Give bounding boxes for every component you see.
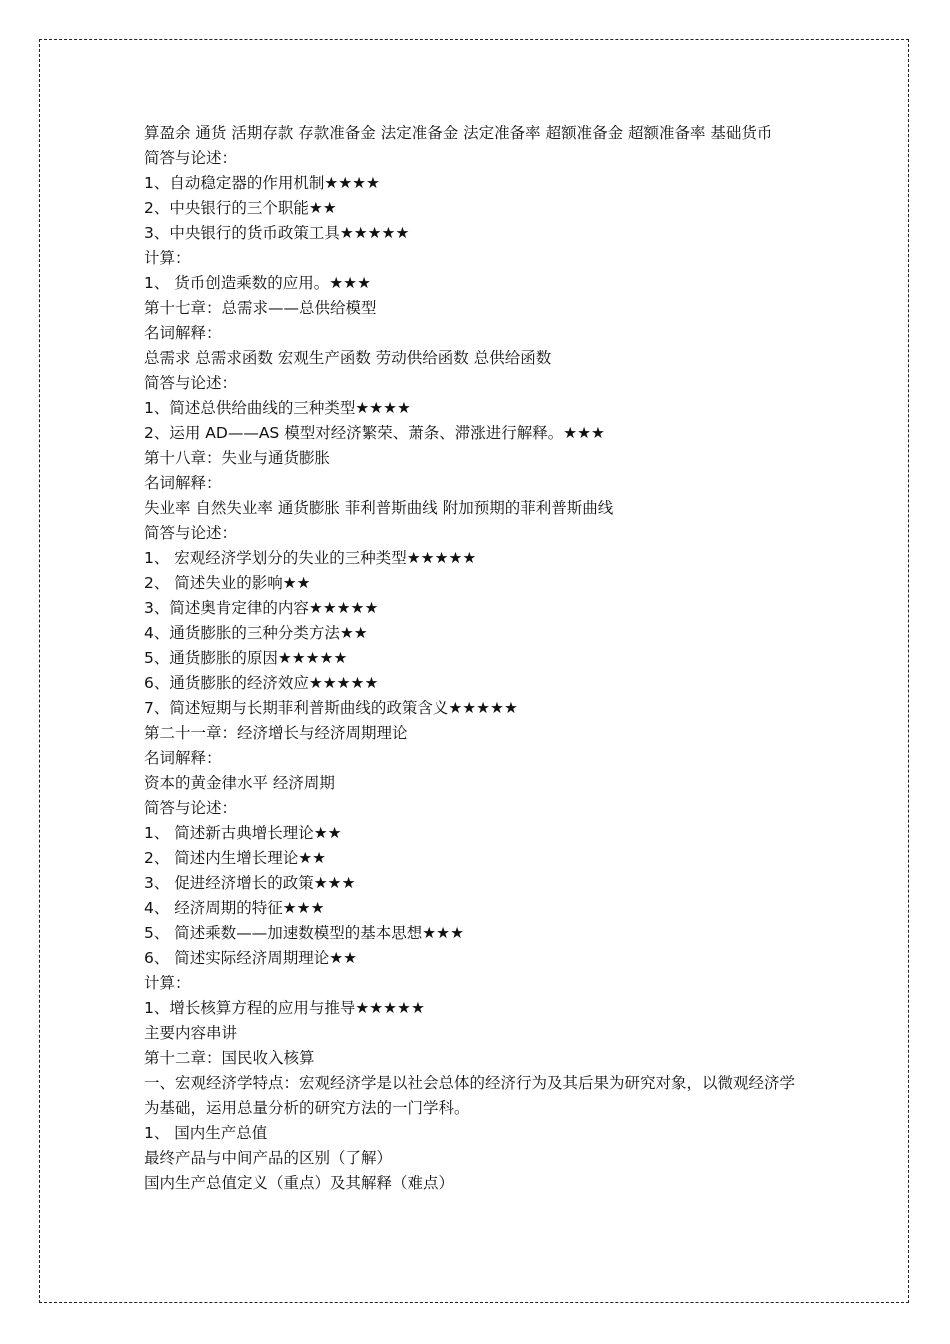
list-item: 2、中央银行的三个职能★★ (144, 199, 337, 217)
list-item: 5、通货膨胀的原因★★★★★ (144, 649, 348, 667)
list-item: 4、 经济周期的特征★★★ (144, 899, 325, 917)
section-heading: 简答与论述： (144, 374, 238, 392)
list-item: 1、自动稳定器的作用机制★★★★ (144, 174, 380, 192)
list-item: 2、 简述内生增长理论★★ (144, 849, 327, 867)
list-item: 1、 宏观经济学划分的失业的三种类型★★★★★ (144, 549, 477, 567)
list-item: 3、简述奥肯定律的内容★★★★★ (144, 599, 379, 617)
list-item: 5、 简述乘数——加速数模型的基本思想★★★ (144, 924, 464, 942)
text-line: 一、宏观经济学特点：宏观经济学是以社会总体的经济行为及其后果为研究对象，以微观经济学为基础，运用总量分析的研究方法的一门学科。 (144, 1074, 796, 1117)
section-heading: 计算： (144, 249, 191, 267)
section-heading: 主要内容串讲 (144, 1024, 238, 1042)
section-heading: 名词解释： (144, 324, 222, 342)
list-item: 1、增长核算方程的应用与推导★★★★★ (144, 999, 425, 1017)
text-line: 失业率 自然失业率 通货膨胀 菲利普斯曲线 附加预期的菲利普斯曲线 (144, 499, 614, 517)
list-item: 1、简述总供给曲线的三种类型★★★★ (144, 399, 411, 417)
list-item: 2、 简述失业的影响★★ (144, 574, 311, 592)
chapter-heading: 第十二章：国民收入核算 (144, 1049, 315, 1067)
text-line: 国内生产总值定义（重点）及其解释（难点） (144, 1174, 455, 1192)
list-item: 2、运用 AD——AS 模型对经济繁荣、萧条、滞涨进行解释。★★★ (144, 424, 605, 442)
text-line: 最终产品与中间产品的区别（了解） (144, 1149, 393, 1167)
list-item: 4、通货膨胀的三种分类方法★★ (144, 624, 368, 642)
section-heading: 简答与论述： (144, 149, 238, 167)
section-heading: 名词解释： (144, 474, 222, 492)
list-item: 3、中央银行的货币政策工具★★★★★ (144, 224, 410, 242)
text-line: 资本的黄金律水平 经济周期 (144, 774, 335, 792)
document-body (144, 121, 809, 1196)
section-heading: 简答与论述： (144, 799, 238, 817)
list-item: 1、 国内生产总值 (144, 1124, 268, 1142)
chapter-heading: 第二十一章：经济增长与经济周期理论 (144, 724, 408, 742)
section-heading: 名词解释： (144, 749, 222, 767)
section-heading: 计算： (144, 974, 191, 992)
list-item: 6、通货膨胀的经济效应★★★★★ (144, 674, 379, 692)
text-line: 总需求 总需求函数 宏观生产函数 劳动供给函数 总供给函数 (144, 349, 552, 367)
chapter-heading: 第十七章：总需求——总供给模型 (144, 299, 377, 317)
list-item: 6、 简述实际经济周期理论★★ (144, 949, 358, 967)
list-item: 7、简述短期与长期菲利普斯曲线的政策含义★★★★★ (144, 699, 518, 717)
list-item: 1、 简述新古典增长理论★★ (144, 824, 342, 842)
chapter-heading: 第十八章：失业与通货膨胀 (144, 449, 331, 467)
text-line: 算盈余 通货 活期存款 存款准备金 法定准备金 法定准备率 超额准备金 超额准备率 基础货币 (144, 124, 773, 142)
list-item: 1、 货币创造乘数的应用。★★★ (144, 274, 371, 292)
list-item: 3、 促进经济增长的政策★★★ (144, 874, 356, 892)
section-heading: 简答与论述： (144, 524, 238, 542)
